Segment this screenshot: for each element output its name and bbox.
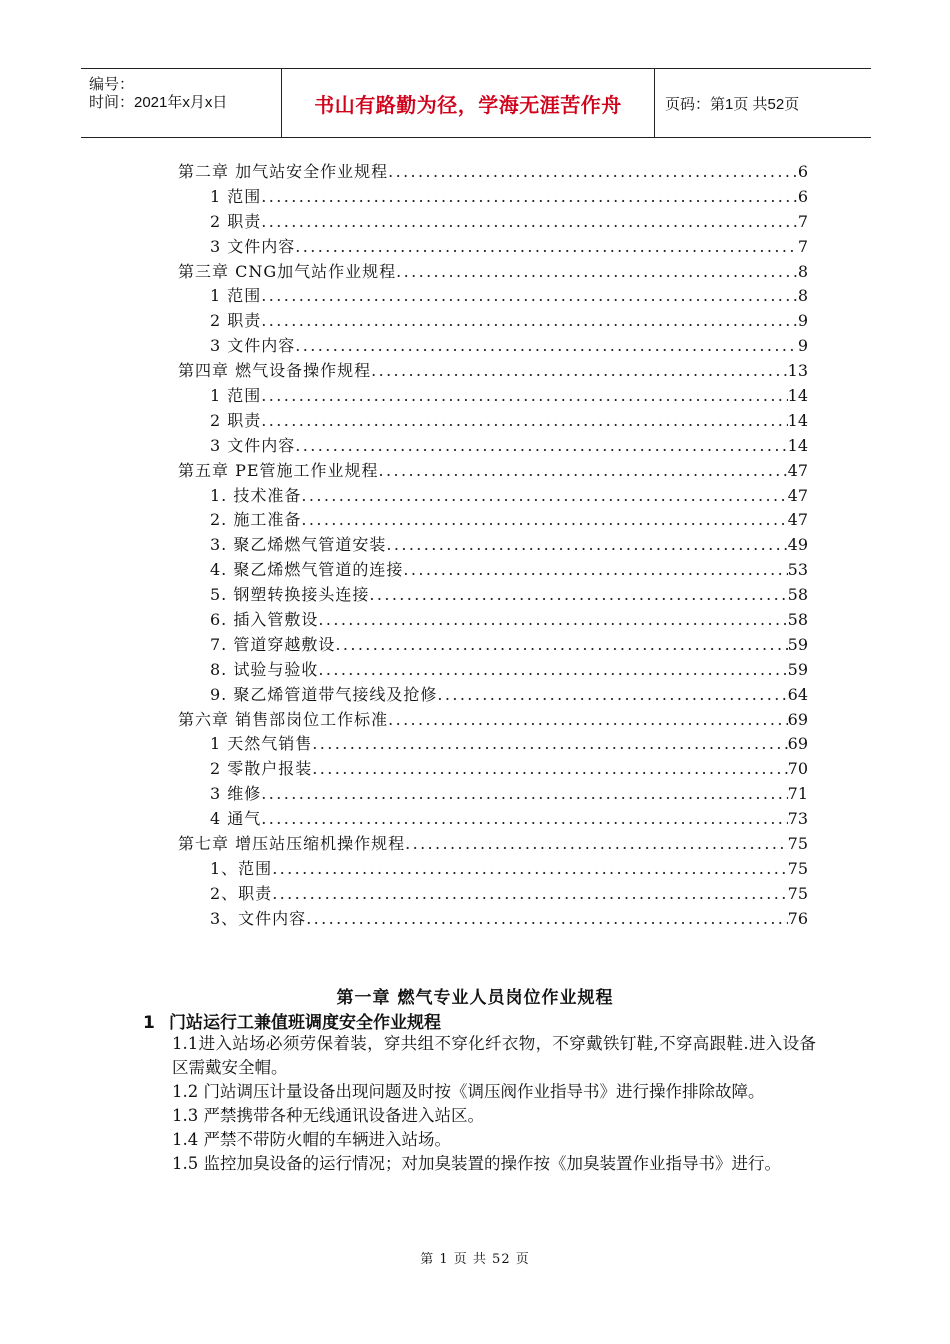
toc-entry-title: 1 范围 xyxy=(210,286,262,306)
toc-leader-dots xyxy=(312,757,787,782)
toc-chapter-entry[interactable] xyxy=(178,160,808,185)
toc-entry-title: 1 天然气销售 xyxy=(210,734,313,754)
toc-section-entry[interactable] xyxy=(178,757,808,782)
paragraph: 1.2 门站调压计量设备出现问题及时按《调压阀作业指导书》进行操作排除故障。 xyxy=(172,1082,765,1101)
toc-leader-dots xyxy=(295,434,787,459)
toc-leader-dots xyxy=(261,409,787,434)
toc-leader-dots xyxy=(437,683,787,708)
toc-entry-title: 3 维修 xyxy=(210,784,262,804)
toc-section-entry[interactable] xyxy=(178,633,808,658)
header-table xyxy=(81,68,871,138)
toc-entry-title: 2 职责 xyxy=(210,410,262,430)
toc-entry-title: 第五章 PE管施工作业规程 xyxy=(178,460,379,480)
toc-page-number: 7 xyxy=(797,236,808,256)
toc-section-entry[interactable] xyxy=(178,882,808,907)
toc-entry-title: 5. 钢塑转换接头连接 xyxy=(210,585,370,605)
toc-section-entry[interactable] xyxy=(178,583,808,608)
toc-chapter-entry[interactable] xyxy=(178,708,808,733)
toc-entry-title: 1 范围 xyxy=(210,386,262,406)
toc-section-entry[interactable] xyxy=(178,309,808,334)
toc-entry-title: 9. 聚乙烯管道带气接线及抢修 xyxy=(210,684,438,704)
toc-section-entry[interactable] xyxy=(178,185,808,210)
code-label: 编号： xyxy=(89,76,135,93)
toc-entry-title: 4 通气 xyxy=(210,809,262,829)
toc-entry-title: 3 文件内容 xyxy=(210,336,296,356)
toc-leader-dots xyxy=(261,284,798,309)
motto: 书山有路勤为径，学海无涯苦作舟 xyxy=(282,69,655,137)
toc-entry-title: 1、范围 xyxy=(210,858,273,878)
toc-leader-dots xyxy=(306,907,787,932)
paragraph: 1.5 监控加臭设备的运行情况；对加臭装置的操作按《加臭装置作业指导书》进行。 xyxy=(172,1154,781,1173)
toc-leader-dots xyxy=(301,508,787,533)
toc-leader-dots xyxy=(261,384,787,409)
toc-section-entry[interactable] xyxy=(178,533,808,558)
toc-section-entry[interactable] xyxy=(178,384,808,409)
toc-section-entry[interactable] xyxy=(178,608,808,633)
toc-page-number: 14 xyxy=(787,410,808,430)
toc-entry-title: 第六章 销售部岗位工作标准 xyxy=(178,709,389,729)
toc-leader-dots xyxy=(388,708,788,733)
toc-section-entry[interactable] xyxy=(178,907,808,932)
toc-page-number: 58 xyxy=(787,585,808,605)
toc-section-entry[interactable] xyxy=(178,683,808,708)
toc-page-number: 75 xyxy=(787,883,808,903)
toc-leader-dots xyxy=(272,857,787,882)
toc-page-number: 47 xyxy=(787,510,808,530)
toc-leader-dots xyxy=(295,235,798,260)
toc-section-entry[interactable] xyxy=(178,807,808,832)
toc-leader-dots xyxy=(261,309,798,334)
toc-leader-dots xyxy=(369,583,787,608)
toc-page-number: 64 xyxy=(787,684,808,704)
toc-page-number: 8 xyxy=(797,261,808,281)
toc-page-number: 76 xyxy=(787,908,808,928)
section-title xyxy=(143,1008,441,1033)
toc-section-entry[interactable] xyxy=(178,210,808,235)
toc-page-number: 47 xyxy=(787,485,808,505)
paragraph: 1.3 严禁携带各种无线通讯设备进入站区。 xyxy=(172,1106,484,1125)
toc-entry-title: 2、职责 xyxy=(210,883,273,903)
toc-entry-title: 第七章 增压站压缩机操作规程 xyxy=(178,834,406,854)
toc-section-entry[interactable] xyxy=(178,558,808,583)
toc-page-number: 8 xyxy=(797,286,808,306)
toc-section-entry[interactable] xyxy=(178,434,808,459)
toc-section-entry[interactable] xyxy=(178,732,808,757)
toc-entry-title: 第三章 CNG加气站作业规程 xyxy=(178,261,397,281)
toc-entry-title: 2 职责 xyxy=(210,311,262,331)
toc-section-entry[interactable] xyxy=(178,484,808,509)
toc-leader-dots xyxy=(261,185,798,210)
toc-page-number: 6 xyxy=(797,162,808,181)
toc-section-entry[interactable] xyxy=(178,658,808,683)
toc-entry-title: 第四章 燃气设备操作规程 xyxy=(178,361,372,381)
body-text xyxy=(172,1032,816,1176)
toc-page-number: 70 xyxy=(787,759,808,779)
toc-section-entry[interactable] xyxy=(178,284,808,309)
toc-leader-dots xyxy=(312,732,787,757)
toc-page-number: 53 xyxy=(787,560,808,580)
toc-entry-title: 1 范围 xyxy=(210,186,262,206)
toc-leader-dots xyxy=(371,359,788,384)
date-label: 时间：2021年x月x日 xyxy=(89,94,228,111)
toc-page-number: 59 xyxy=(787,634,808,654)
toc-section-entry[interactable] xyxy=(178,409,808,434)
toc-entry-title: 8. 试验与验收 xyxy=(210,659,319,679)
toc-page-number: 73 xyxy=(787,809,808,829)
toc-page-number: 47 xyxy=(787,460,808,480)
toc-page-number: 49 xyxy=(787,535,808,555)
toc-chapter-entry[interactable] xyxy=(178,260,808,285)
toc-section-entry[interactable] xyxy=(178,782,808,807)
toc-page-number: 14 xyxy=(787,386,808,406)
toc-entry-title: 3、文件内容 xyxy=(210,908,307,928)
toc-page-number: 75 xyxy=(787,834,808,854)
toc-chapter-entry[interactable] xyxy=(178,459,808,484)
toc-section-entry[interactable] xyxy=(178,235,808,260)
toc-page-number: 58 xyxy=(787,610,808,630)
toc-entry-title: 3 文件内容 xyxy=(210,236,296,256)
toc-page-number: 6 xyxy=(797,186,808,206)
toc-entry-title: 7. 管道穿越敷设 xyxy=(210,634,336,654)
toc-leader-dots xyxy=(272,882,787,907)
chapter-title: 第一章 燃气专业人员岗位作业规程 xyxy=(336,988,614,1008)
toc-page-number: 75 xyxy=(787,858,808,878)
section-heading: 门站运行工兼值班调度安全作业规程 xyxy=(169,1013,441,1033)
toc-leader-dots xyxy=(388,160,798,185)
toc-section-entry[interactable] xyxy=(178,334,808,359)
toc-entry-title: 2 零散户报装 xyxy=(210,759,313,779)
toc-leader-dots xyxy=(318,658,787,683)
toc-page-number: 14 xyxy=(787,435,808,455)
page-info: 页码：第1页 共52页 xyxy=(665,95,800,113)
toc-page-number: 71 xyxy=(787,784,808,804)
toc-leader-dots xyxy=(396,260,798,285)
toc-page-number: 69 xyxy=(787,734,808,754)
toc-page-number: 59 xyxy=(787,659,808,679)
toc-leader-dots xyxy=(405,832,788,857)
toc-section-entry[interactable] xyxy=(178,508,808,533)
toc-chapter-entry[interactable] xyxy=(178,832,808,857)
paragraph: 1.1进入站场必须劳保着装，穿共组不穿化纤衣物，不穿戴铁钉鞋,不穿高跟鞋.进入设备区需戴安全帽。 xyxy=(172,1034,816,1077)
toc-chapter-entry[interactable] xyxy=(178,359,808,384)
toc-leader-dots xyxy=(261,782,787,807)
toc-page-number: 9 xyxy=(797,336,808,356)
toc-leader-dots xyxy=(301,484,787,509)
table-of-contents xyxy=(178,160,808,932)
toc-entry-title: 3 文件内容 xyxy=(210,435,296,455)
toc-page-number: 9 xyxy=(797,311,808,331)
toc-entry-title: 第二章 加气站安全作业规程 xyxy=(178,162,389,181)
toc-leader-dots xyxy=(403,558,787,583)
toc-page-number: 7 xyxy=(797,211,808,231)
header-left-cell xyxy=(81,69,282,137)
toc-leader-dots xyxy=(318,608,787,633)
toc-leader-dots xyxy=(386,533,787,558)
toc-entry-title: 2 职责 xyxy=(210,211,262,231)
toc-entry-title: 3. 聚乙烯燃气管道安装 xyxy=(210,535,387,555)
toc-page-number: 13 xyxy=(787,361,808,381)
section-number: 1 xyxy=(143,1013,155,1033)
toc-leader-dots xyxy=(261,807,787,832)
toc-section-entry[interactable] xyxy=(178,857,808,882)
toc-entry-title: 4. 聚乙烯燃气管道的连接 xyxy=(210,560,404,580)
page-footer: 第 1 页 共 52 页 xyxy=(420,1252,530,1267)
toc-entry-title: 6. 插入管敷设 xyxy=(210,610,319,630)
toc-entry-title: 2. 施工准备 xyxy=(210,510,302,530)
toc-leader-dots xyxy=(379,459,788,484)
toc-page-number: 69 xyxy=(787,709,808,729)
paragraph: 1.4 严禁不带防火帽的车辆进入站场。 xyxy=(172,1130,451,1149)
toc-leader-dots xyxy=(335,633,787,658)
toc-entry-title: 1. 技术准备 xyxy=(210,485,302,505)
toc-leader-dots xyxy=(295,334,798,359)
toc-leader-dots xyxy=(261,210,798,235)
